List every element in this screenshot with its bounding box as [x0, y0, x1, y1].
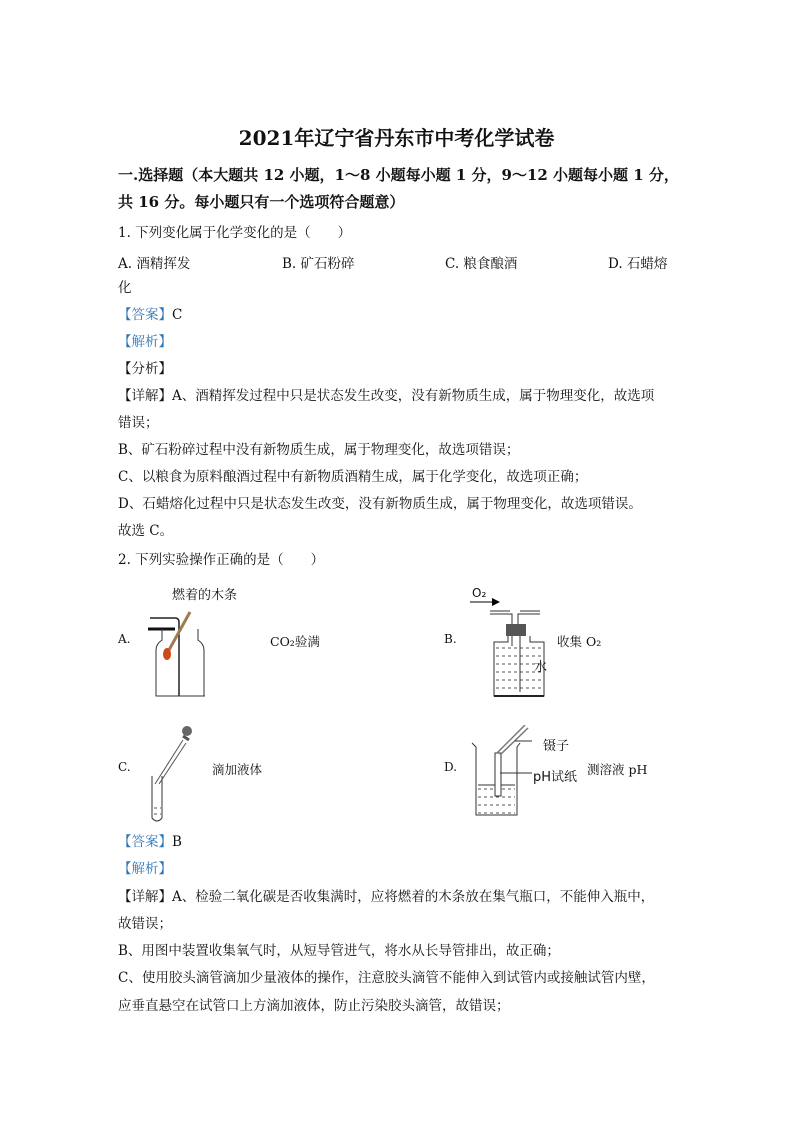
- q1-option-d: D. 石蜡熔: [608, 256, 668, 272]
- fig-d-tweezer-label: 镊子: [543, 739, 570, 754]
- analysis-tag: 【解析】: [118, 861, 172, 877]
- q2-detail-line: C、使用胶头滴管滴加少量液体的操作，注意胶头滴管不能伸入到试管内或接触试管内壁，: [118, 970, 655, 986]
- fig-a-letter: A.: [118, 632, 131, 646]
- q1-detail-line: A、酒精挥发过程中只是状态发生改变，没有新物质生成，属于物理变化，故选项: [172, 388, 655, 404]
- q1-detail-line: 错误；: [118, 415, 159, 431]
- dropper-test-tube-figure: [145, 718, 195, 823]
- fig-d-caption: 测溶液 pH: [587, 762, 648, 777]
- q1-option-d-wrap: 化: [118, 280, 132, 296]
- q2-stem: 2. 下列实验操作正确的是（ ）: [118, 552, 325, 568]
- fig-c-letter: C.: [118, 760, 131, 774]
- water-bottle-collection-figure: [490, 610, 550, 698]
- q2-detail-line: 故错误；: [118, 916, 172, 932]
- gas-bottle-burning-stick-figure: [145, 610, 205, 698]
- q2-detail-line: B、用图中装置收集氧气时，从短导管进气，将水从长导管排出，故正确；: [118, 943, 560, 959]
- fig-b-water-label: 水: [534, 660, 548, 675]
- section-heading-cont: 共 16 分。每小题只有一个选项符合题意）: [118, 193, 405, 211]
- fig-a-caption: CO₂验满: [270, 634, 320, 649]
- page-title: 2021年辽宁省丹东市中考化学试卷: [238, 126, 555, 150]
- q1-option-b: B. 矿石粉碎: [282, 256, 355, 272]
- q2-answer: B: [172, 834, 182, 850]
- q1-detail-line: B、矿石粉碎过程中没有新物质生成，属于物理变化，故选项错误；: [118, 442, 520, 458]
- fig-b-caption: 收集 O₂: [557, 634, 602, 649]
- q2-detail-line: A、检验二氧化碳是否收集满时，应将燃着的木条放在集气瓶口，不能伸入瓶中，: [172, 889, 655, 905]
- q2-detail-line: 应垂直悬空在试管口上方滴加液体，防止污染胶头滴管，故错误；: [118, 998, 510, 1014]
- detail-tag: 【详解】: [118, 889, 172, 905]
- fig-b-oxygen-label: O₂: [472, 586, 487, 600]
- q1-option-c: C. 粮食酿酒: [445, 256, 518, 272]
- q1-detail-line: D、石蜡熔化过程中只是状态发生改变，没有新物质生成，属于物理变化，故选项错误。: [118, 496, 642, 512]
- q1-answer: C: [172, 307, 183, 323]
- answer-tag: 【答案】: [118, 834, 172, 850]
- q1-detail-line: C、以粮食为原料酿酒过程中有新物质酒精生成，属于化学变化，故选项正确；: [118, 469, 588, 485]
- q1-option-a: A. 酒精挥发: [118, 256, 191, 272]
- answer-tag: 【答案】: [118, 307, 172, 323]
- fig-d-letter: D.: [444, 760, 458, 774]
- section-heading: 一.选择题（本大题共 12 小题，1～8 小题每小题 1 分，9～12 小题每小题 1 分，: [118, 166, 679, 184]
- analysis-tag: 【解析】: [118, 334, 172, 350]
- arrow-right-icon: [470, 598, 500, 606]
- q1-stem: 1. 下列变化属于化学变化的是（ ）: [118, 225, 352, 241]
- fenxi-tag: 【分析】: [118, 361, 172, 377]
- fig-d-paper-label: pH试纸: [533, 770, 578, 785]
- detail-tag: 【详解】: [118, 388, 172, 404]
- fig-b-letter: B.: [444, 632, 457, 646]
- q1-detail-line: 故选 C。: [118, 523, 174, 539]
- fig-c-caption: 滴加液体: [212, 762, 263, 777]
- fig-a-label: 燃着的木条: [172, 588, 238, 603]
